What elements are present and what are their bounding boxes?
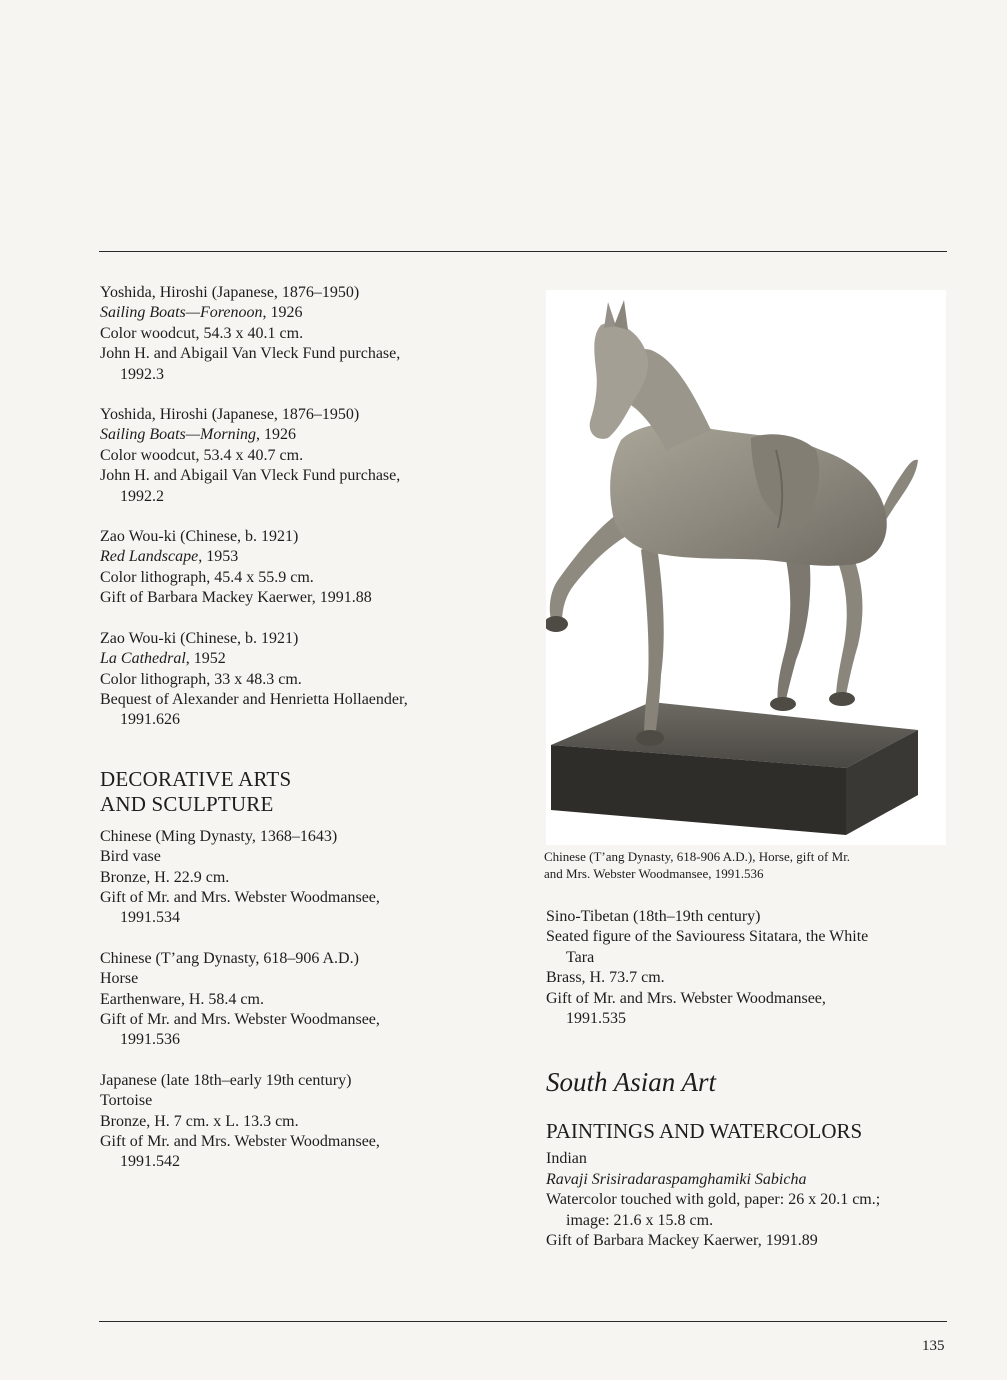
entry-title-line <box>100 303 520 323</box>
entry-origin: Chinese (T’ang Dynasty, 618–906 A.D.) <box>100 949 359 967</box>
entry-object: Seated figure of the Saviouress Sitatara, the White <box>546 928 869 946</box>
catalog-entry <box>100 283 520 385</box>
entry-object: Tortoise <box>100 1092 153 1110</box>
department-heading: South Asian Art <box>546 1067 717 1098</box>
entry-medium: Color woodcut, 53.4 x 40.7 cm. <box>100 446 304 464</box>
entry-date: , 1952 <box>185 650 226 668</box>
entry-title-line <box>100 649 520 669</box>
entry-medium: Color lithograph, 45.4 x 55.9 cm. <box>100 568 314 586</box>
entry-medium: Bronze, H. 7 cm. x L. 13.3 cm. <box>100 1112 299 1130</box>
catalog-entry <box>100 527 520 609</box>
figure-caption <box>544 849 954 882</box>
left-column <box>100 283 520 1193</box>
catalog-entry <box>546 907 946 1029</box>
section-heading-paintings: PAINTINGS AND WATERCOLORS <box>546 1119 863 1144</box>
entry-title: Sailing Boats—Morning <box>100 426 257 444</box>
entry-accession: 1992.2 <box>120 487 164 505</box>
entry-origin: Chinese (Ming Dynasty, 1368–1643) <box>100 827 338 845</box>
entry-credit: John H. and Abigail Van Vleck Fund purchase, <box>100 345 401 363</box>
entry-title: Ravaji Srisiradaraspamghamiki Sabicha <box>546 1170 807 1188</box>
entry-medium: Earthenware, H. 58.4 cm. <box>100 990 264 1008</box>
entry-medium: Color lithograph, 33 x 48.3 cm. <box>100 670 302 688</box>
entry-credit: Gift of Barbara Mackey Kaerwer, 1991.88 <box>100 589 372 607</box>
entry-title: Sailing Boats—Forenoon <box>100 304 263 322</box>
hoof <box>770 697 796 711</box>
hoof <box>636 730 664 746</box>
entry-object: Bird vase <box>100 848 161 866</box>
entry-accession: 1991.535 <box>566 1010 626 1028</box>
entry-credit: Gift of Mr. and Mrs. Webster Woodmansee, <box>100 888 380 906</box>
entry-medium: Color woodcut, 54.3 x 40.1 cm. <box>100 324 304 342</box>
section-heading-line: AND SCULPTURE <box>100 791 274 816</box>
caption-line: Chinese (T’ang Dynasty, 618-906 A.D.), Horse, gift of Mr. <box>544 849 851 864</box>
entry-title: La Cathedral <box>100 650 186 668</box>
entry-accession: 1991.534 <box>120 909 180 927</box>
right-column <box>546 907 946 1271</box>
entry-date: , 1926 <box>262 304 303 322</box>
entry-credit: Gift of Mr. and Mrs. Webster Woodmansee, <box>100 1010 380 1028</box>
catalog-entry <box>100 1071 520 1173</box>
entry-artist: Zao Wou-ki (Chinese, b. 1921) <box>100 629 299 647</box>
entry-origin: Indian <box>546 1150 587 1168</box>
entry-credit: John H. and Abigail Van Vleck Fund purchase, <box>100 467 401 485</box>
catalog-entry <box>546 1149 946 1251</box>
top-rule <box>99 251 947 252</box>
entry-object-continued: Tara <box>566 948 595 966</box>
entry-title: Red Landscape <box>100 548 199 566</box>
entry-medium: Brass, H. 73.7 cm. <box>546 969 665 987</box>
entry-credit: Bequest of Alexander and Henrietta Hollaender, <box>100 690 408 708</box>
page-number: 135 <box>922 1338 945 1354</box>
entry-credit: Gift of Mr. and Mrs. Webster Woodmansee, <box>100 1133 380 1150</box>
catalog-entry <box>100 949 520 1051</box>
entry-accession: 1992.3 <box>120 365 164 383</box>
bottom-rule <box>99 1321 947 1322</box>
entry-accession: 1991.542 <box>120 1153 180 1171</box>
entry-credit: Gift of Mr. and Mrs. Webster Woodmansee, <box>546 989 826 1007</box>
entry-medium: Bronze, H. 22.9 cm. <box>100 868 230 886</box>
hoof <box>829 692 855 706</box>
entry-origin: Japanese (late 18th–early 19th century) <box>100 1071 352 1089</box>
entry-object: Horse <box>100 970 139 988</box>
catalog-entry <box>100 405 520 507</box>
entry-artist: Zao Wou-ki (Chinese, b. 1921) <box>100 528 299 546</box>
catalog-entry <box>100 827 520 929</box>
horse-sculpture-photo <box>546 290 946 845</box>
entry-artist: Yoshida, Hiroshi (Japanese, 1876–1950) <box>100 284 360 301</box>
entry-date: , 1953 <box>198 548 239 566</box>
entry-artist: Yoshida, Hiroshi (Japanese, 1876–1950) <box>100 406 360 424</box>
section-heading-decorative-arts <box>100 767 520 817</box>
caption-line: and Mrs. Webster Woodmansee, 1991.536 <box>544 865 764 881</box>
entry-medium: Watercolor touched with gold, paper: 26 x 20.1 cm.; <box>546 1191 881 1209</box>
entry-accession: 1991.536 <box>120 1031 180 1049</box>
entry-origin: Sino-Tibetan (18th–19th century) <box>546 908 761 925</box>
entry-date: , 1926 <box>256 426 297 444</box>
section-heading-line: DECORATIVE ARTS <box>100 766 292 791</box>
entry-accession: 1991.626 <box>120 711 180 729</box>
entry-medium-continued: image: 21.6 x 15.8 cm. <box>566 1211 714 1229</box>
entry-credit: Gift of Barbara Mackey Kaerwer, 1991.89 <box>546 1232 818 1250</box>
entry-title-line <box>100 425 520 445</box>
catalog-entry <box>100 629 520 731</box>
entry-title-line <box>100 547 520 567</box>
horse-sculpture-image <box>546 290 946 845</box>
